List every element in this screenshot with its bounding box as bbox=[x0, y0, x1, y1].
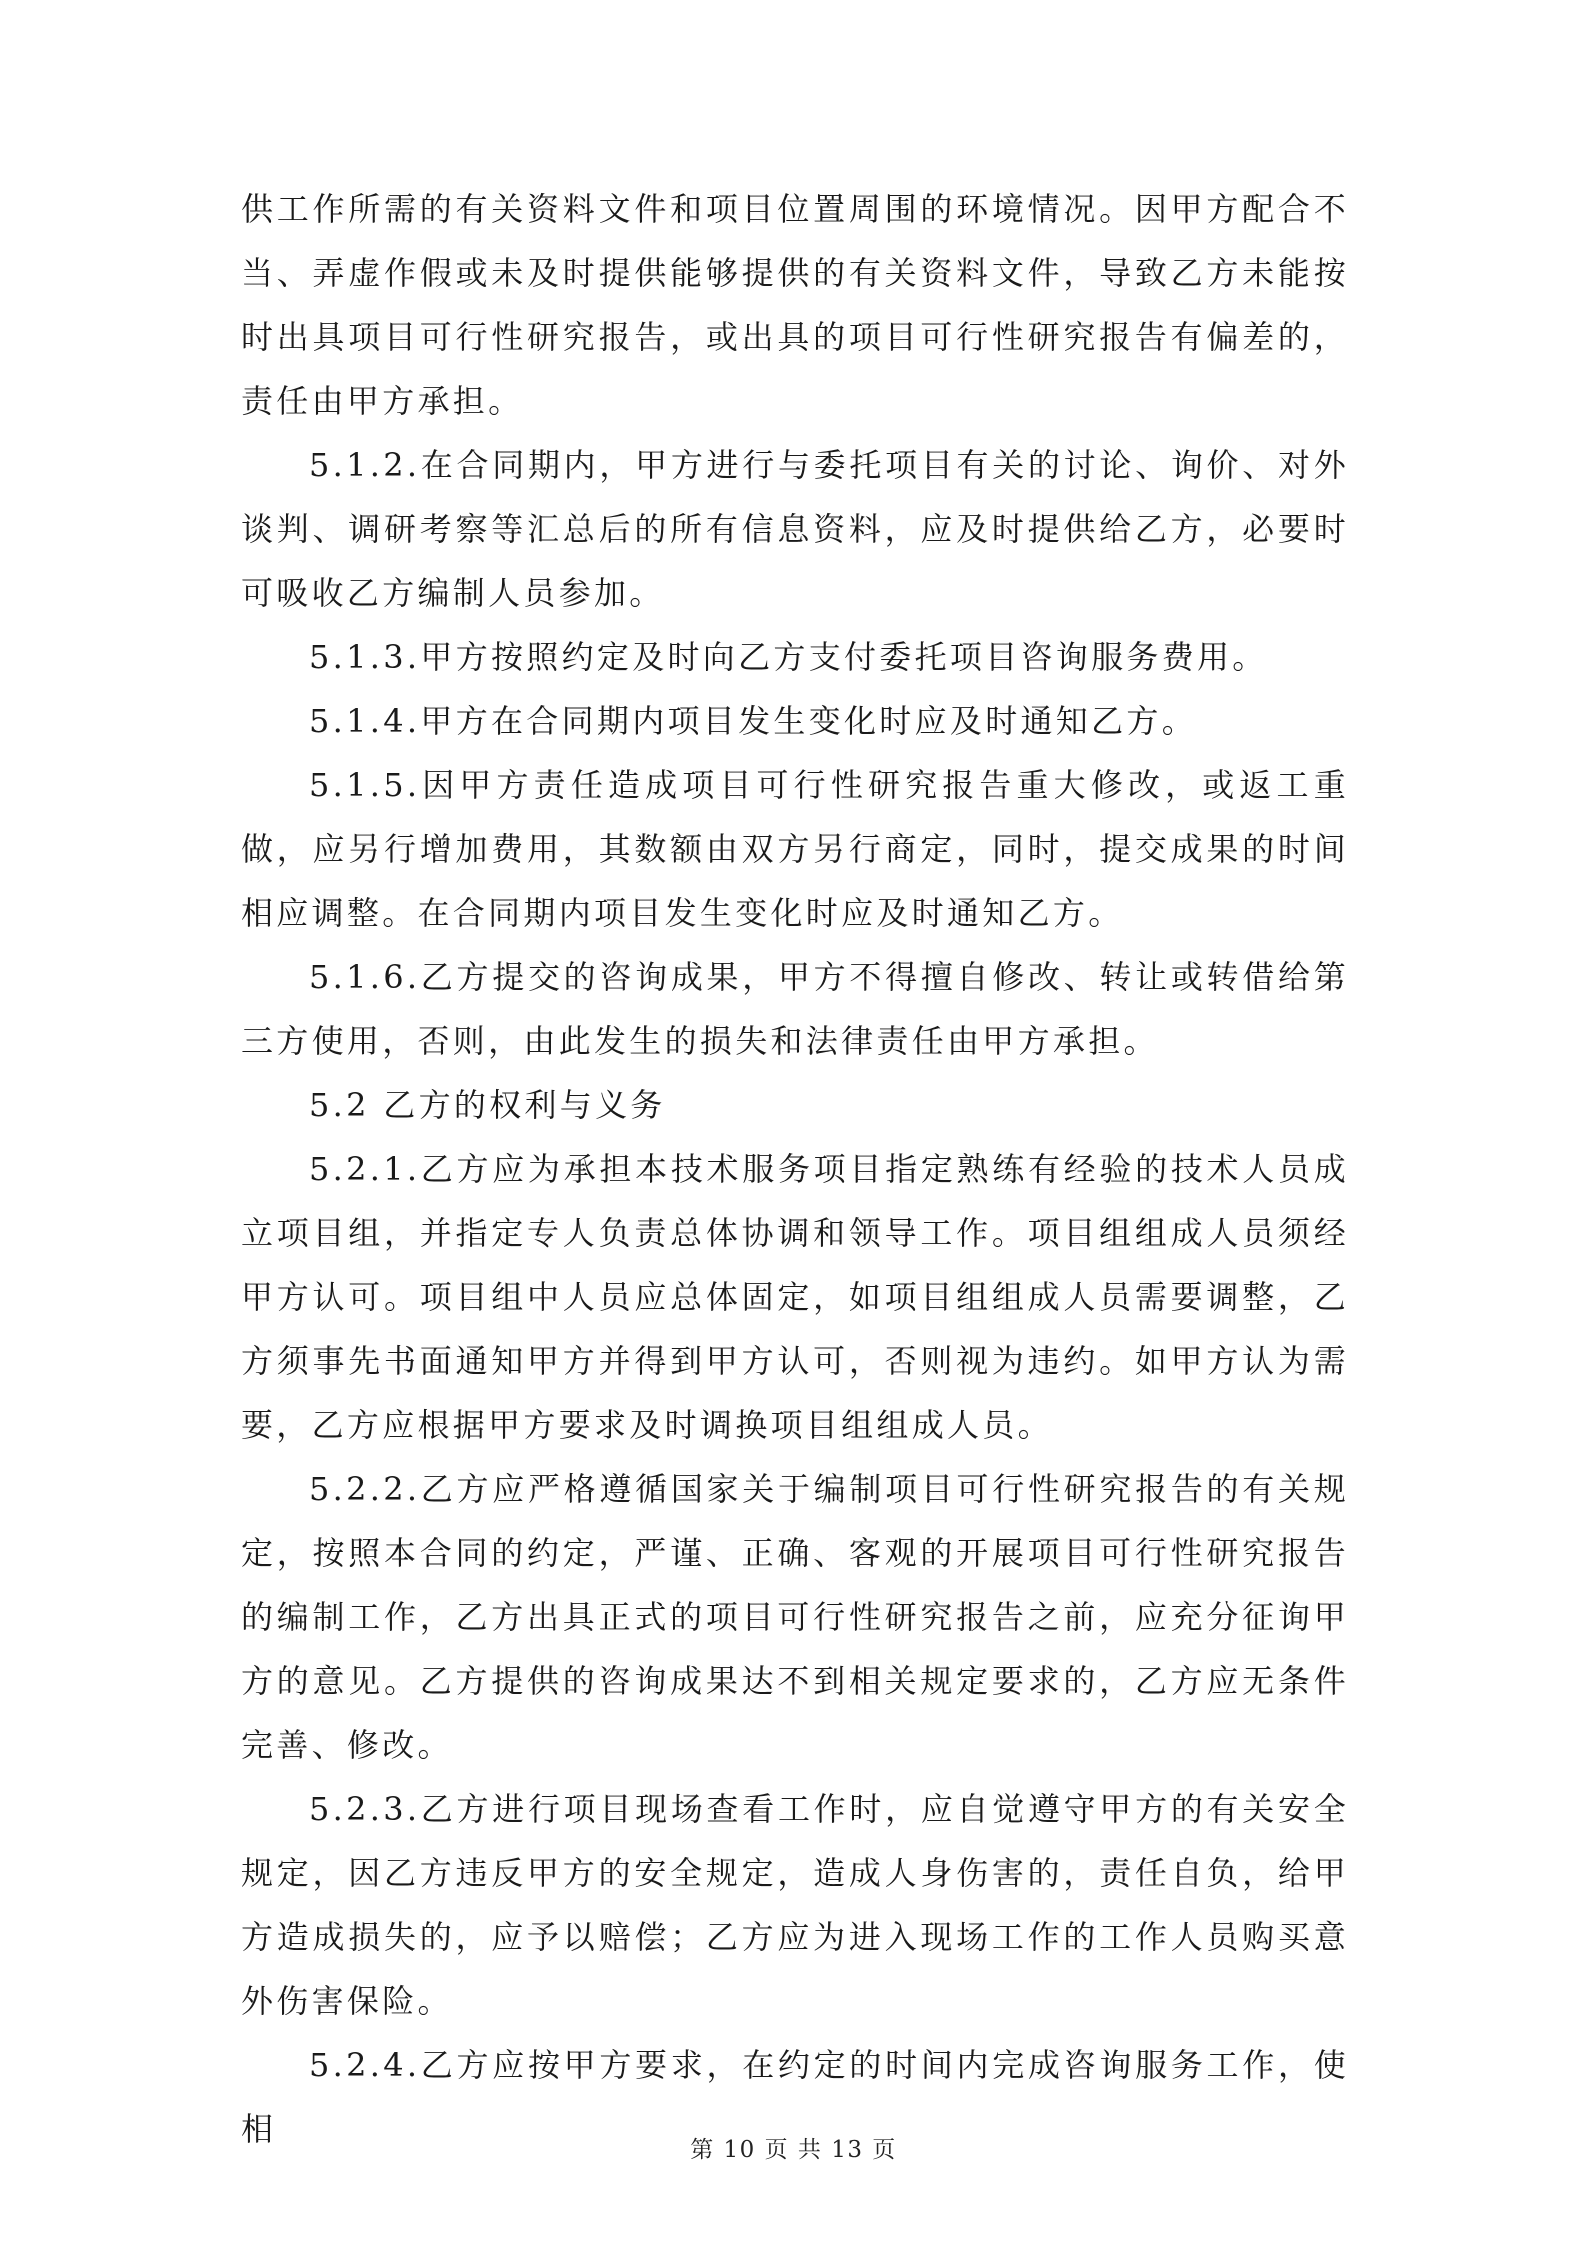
paragraph-5-1-2: 5.1.2.在合同期内，甲方进行与委托项目有关的讨论、询价、对外谈判、调研考察等汇总后的所有信息资料，应及时提供给乙方，必要时可吸收乙方编制人员参加。 bbox=[241, 446, 1349, 612]
paragraph-5-2-2: 5.2.2.乙方应严格遵循国家关于编制项目可行性研究报告的有关规定，按照本合同的约定，严谨、正确、客观的开展项目可行性研究报告的编制工作，乙方出具正式的项目可行性研究报告之前，应充分征询甲方的意见。乙方提供的咨询成果达不到相关规定要求的，乙方应无条件完善、修改。 bbox=[241, 1470, 1349, 1764]
paragraph-continuation: 供工作所需的有关资料文件和项目位置周围的环境情况。因甲方配合不当、弄虚作假或未及时提供能够提供的有关资料文件，导致乙方未能按时出具项目可行性研究报告，或出具的项目可行性研究报告有偏差的，责任由甲方承担。 bbox=[241, 190, 1349, 420]
paragraph-5-1-4: 5.1.4.甲方在合同期内项目发生变化时应及时通知乙方。 bbox=[309, 702, 1197, 740]
paragraph-5-2-4: 5.2.4.乙方应按甲方要求，在约定的时间内完成咨询服务工作，使相 bbox=[241, 2046, 1349, 2148]
paragraph-5-2-1: 5.2.1.乙方应为承担本技术服务项目指定熟练有经验的技术人员成立项目组，并指定专人负责总体协调和领导工作。项目组组成人员须经甲方认可。项目组中人员应总体固定，如项目组组成人员需要调整，乙方须事先书面通知甲方并得到甲方认可，否则视为违约。如甲方认为需要，乙方应根据甲方要求及时调换项目组组成人员。 bbox=[241, 1150, 1349, 1444]
contract-body bbox=[241, 177, 1349, 2161]
paragraph-5-1-6: 5.1.6.乙方提交的咨询成果，甲方不得擅自修改、转让或转借给第三方使用，否则，由此发生的损失和法律责任由甲方承担。 bbox=[241, 958, 1349, 1060]
page-footer bbox=[0, 2135, 1587, 2165]
paragraph-5-2-3: 5.2.3.乙方进行项目现场查看工作时，应自觉遵守甲方的有关安全规定，因乙方违反甲方的安全规定，造成人身伤害的，责任自负，给甲方造成损失的，应予以赔偿；乙方应为进入现场工作的工作人员购买意外伤害保险。 bbox=[241, 1790, 1349, 2020]
paragraph-5-1-5: 5.1.5.因甲方责任造成项目可行性研究报告重大修改，或返工重做，应另行增加费用，其数额由双方另行商定，同时，提交成果的时间相应调整。在合同期内项目发生变化时应及时通知乙方。 bbox=[241, 766, 1349, 932]
section-heading-5-2: 5.2 乙方的权利与义务 bbox=[309, 1086, 666, 1124]
page-number: 第 10 页 共 13 页 bbox=[690, 2137, 897, 2163]
paragraph-5-1-3: 5.1.3.甲方按照约定及时向乙方支付委托项目咨询服务费用。 bbox=[309, 638, 1268, 676]
